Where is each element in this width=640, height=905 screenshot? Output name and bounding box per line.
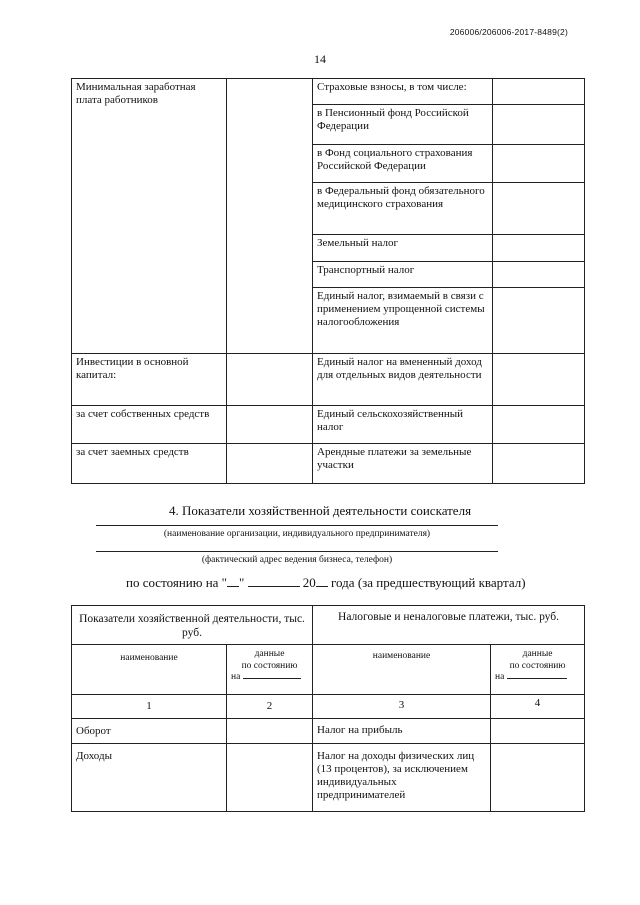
group-header-left: Показатели хозяйственной деятельности, тыс. руб.	[72, 606, 313, 645]
table-cell-right: Земельный налог	[313, 235, 493, 262]
table-cell-value	[493, 354, 585, 406]
subheader-data-left	[227, 645, 313, 695]
table-cell-value	[227, 79, 313, 354]
subheader-data-right	[491, 645, 585, 695]
table-cell-right: Налог на доходы физических лиц (13 процентов), за исключением индивидуальных предпринимателей	[313, 744, 491, 812]
table-cell-value	[227, 744, 313, 812]
table-cell-right: в Пенсионный фонд Российской Федерации	[313, 105, 493, 145]
column-number: 4	[491, 695, 585, 719]
subheader-data-label: на	[495, 672, 580, 684]
table-cell-value	[493, 262, 585, 288]
year-blank	[316, 586, 328, 587]
month-blank	[248, 586, 300, 587]
table-cell-value	[491, 719, 585, 744]
date-mid: "	[238, 575, 248, 590]
org-caption: (наименование организации, индивидуального предпринимателя)	[163, 529, 431, 539]
table-cell-right: в Федеральный фонд обязательного медицинского страхования	[313, 183, 493, 235]
table-cell-value	[493, 235, 585, 262]
table-cell-right: Единый налог на вмененный доход для отдельных видов деятельности	[313, 354, 493, 406]
table-cell-right: Единый налог, взимаемый в связи с применением упрощенной системы налогообложения	[313, 288, 493, 354]
table-cell-value	[491, 744, 585, 812]
table-cell-value	[493, 288, 585, 354]
table-cell-left: Инвестиции в основной капитал:	[72, 354, 227, 406]
org-name-line	[96, 525, 498, 526]
day-blank	[227, 586, 239, 587]
subheader-name-left: наименование	[72, 645, 227, 695]
subheader-data-label: данные	[522, 649, 553, 659]
subheader-data-label: данные	[254, 649, 285, 659]
table-cell-value	[493, 79, 585, 105]
date-suffix: года (за предшествующий квартал)	[327, 575, 526, 590]
payments-table	[71, 78, 585, 484]
date-blank	[243, 678, 301, 679]
date-prefix: по состоянию на "	[126, 575, 227, 590]
table-cell-value	[227, 354, 313, 406]
date-blank	[507, 678, 567, 679]
column-number: 3	[313, 695, 491, 719]
date-year: 20	[299, 575, 316, 590]
table-cell-left: Доходы	[72, 744, 227, 812]
document-code: 206006/206006-2017-8489(2)	[449, 27, 568, 37]
report-date-line	[126, 575, 526, 591]
table-cell-left: Оборот	[72, 719, 227, 744]
table-cell-right: Страховые взносы, в том числе:	[313, 79, 493, 105]
group-header-right: Налоговые и неналоговые платежи, тыс. руб.	[313, 606, 585, 645]
subheader-data-label: на	[231, 672, 308, 684]
table-cell-right: Единый сельскохозяйственный налог	[313, 406, 493, 444]
subheader-data-label: по состоянию	[509, 660, 566, 671]
table-cell-value	[493, 444, 585, 484]
table-cell-left: за счет собственных средств	[72, 406, 227, 444]
table-cell-left: Минимальная заработная плата работников	[72, 79, 227, 354]
table-cell-value	[227, 719, 313, 744]
section-title: 4. Показатели хозяйственной деятельности соискателя	[168, 503, 472, 518]
table-cell-right: Налог на прибыль	[313, 719, 491, 744]
address-caption: (фактический адрес ведения бизнеса, телефон)	[201, 555, 393, 565]
table-cell-value	[227, 444, 313, 484]
table-cell-right: Арендные платежи за земельные участки	[313, 444, 493, 484]
table-cell-right: в Фонд социального страхования Российской Федерации	[313, 145, 493, 183]
table-cell-value	[493, 145, 585, 183]
subheader-data-label: по состоянию	[241, 660, 298, 671]
table-cell-value	[493, 105, 585, 145]
indicators-table	[71, 605, 585, 812]
table-cell-value	[493, 183, 585, 235]
column-number: 2	[227, 695, 313, 719]
subheader-name-right: наименование	[313, 645, 491, 695]
table-cell-value	[227, 406, 313, 444]
page-number: 14	[314, 52, 326, 66]
table-cell-right: Транспортный налог	[313, 262, 493, 288]
address-line	[96, 551, 498, 552]
table-cell-left: за счет заемных средств	[72, 444, 227, 484]
table-cell-value	[493, 406, 585, 444]
column-number: 1	[72, 695, 227, 719]
